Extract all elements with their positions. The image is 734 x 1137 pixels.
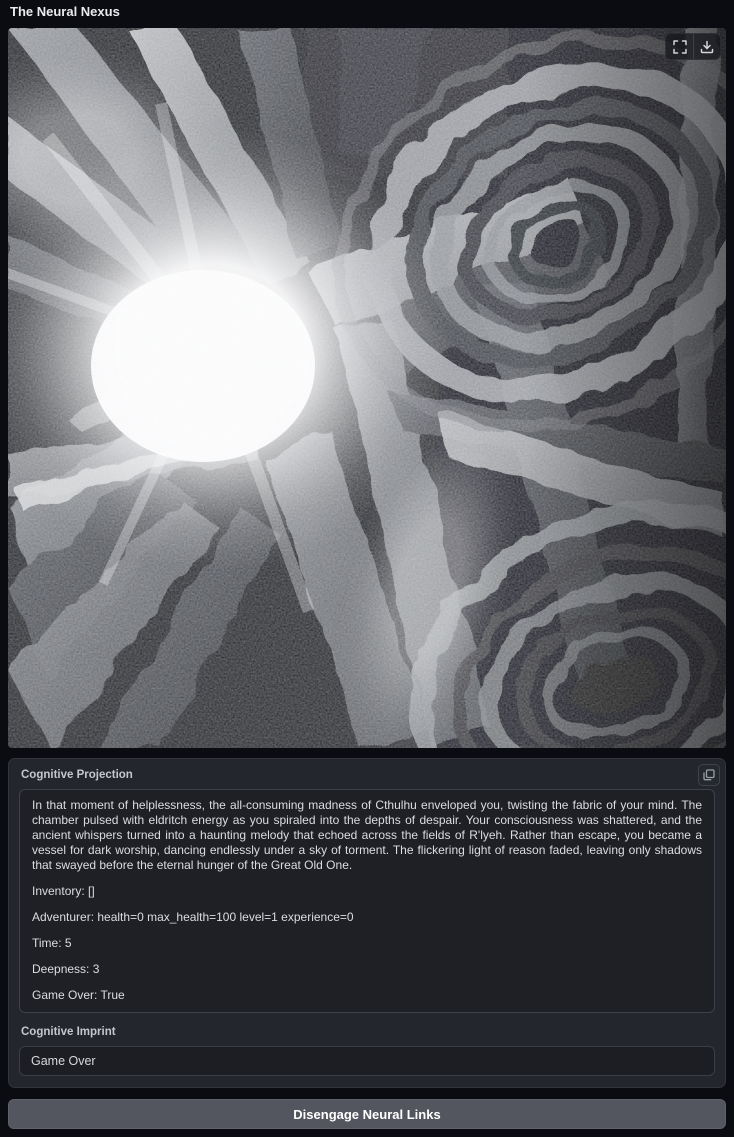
projection-paragraph: Adventurer: health=0 max_health=100 level=1 experience=0 — [32, 910, 354, 924]
download-button[interactable] — [693, 34, 720, 59]
projection-paragraph: Game Over: True — [32, 988, 125, 1002]
page-title: The Neural Nexus — [10, 4, 120, 19]
disengage-button[interactable]: Disengage Neural Links — [8, 1099, 726, 1129]
fullscreen-button[interactable] — [666, 34, 693, 59]
copy-icon — [703, 769, 715, 781]
scene-image — [8, 28, 726, 748]
projection-paragraph: Time: 5 — [32, 936, 72, 950]
fullscreen-icon — [673, 40, 687, 54]
output-panel — [8, 758, 726, 1088]
scene-image-block[interactable] — [8, 28, 726, 748]
download-icon — [700, 40, 714, 54]
imprint-label: Cognitive Imprint — [21, 1026, 116, 1038]
projection-paragraph: Deepness: 3 — [32, 962, 100, 976]
projection-paragraph: In that moment of helplessness, the all-consuming madness of Cthulhu enveloped you, twisting the fabric of your mind. The chamber pulsed with eldritch energy as you spiraled into the depths of despair. Your consciousness was shattered, and the ancient whispers turned into a haunting melody that echoed across the fields of R'lyeh. Rather than escape, you became a vessel for dark worship, dancing endlessly under a sky of torment. The flickering light of reason faded, leaving only shadows that swayed before the eternal hunger of the Great Old One. — [32, 798, 702, 872]
projection-label: Cognitive Projection — [21, 769, 133, 781]
projection-textbox[interactable] — [19, 789, 715, 1013]
projection-paragraph: Inventory: [] — [32, 884, 95, 898]
imprint-input[interactable] — [19, 1046, 715, 1076]
image-toolbar — [665, 33, 721, 60]
copy-button[interactable] — [698, 764, 720, 786]
